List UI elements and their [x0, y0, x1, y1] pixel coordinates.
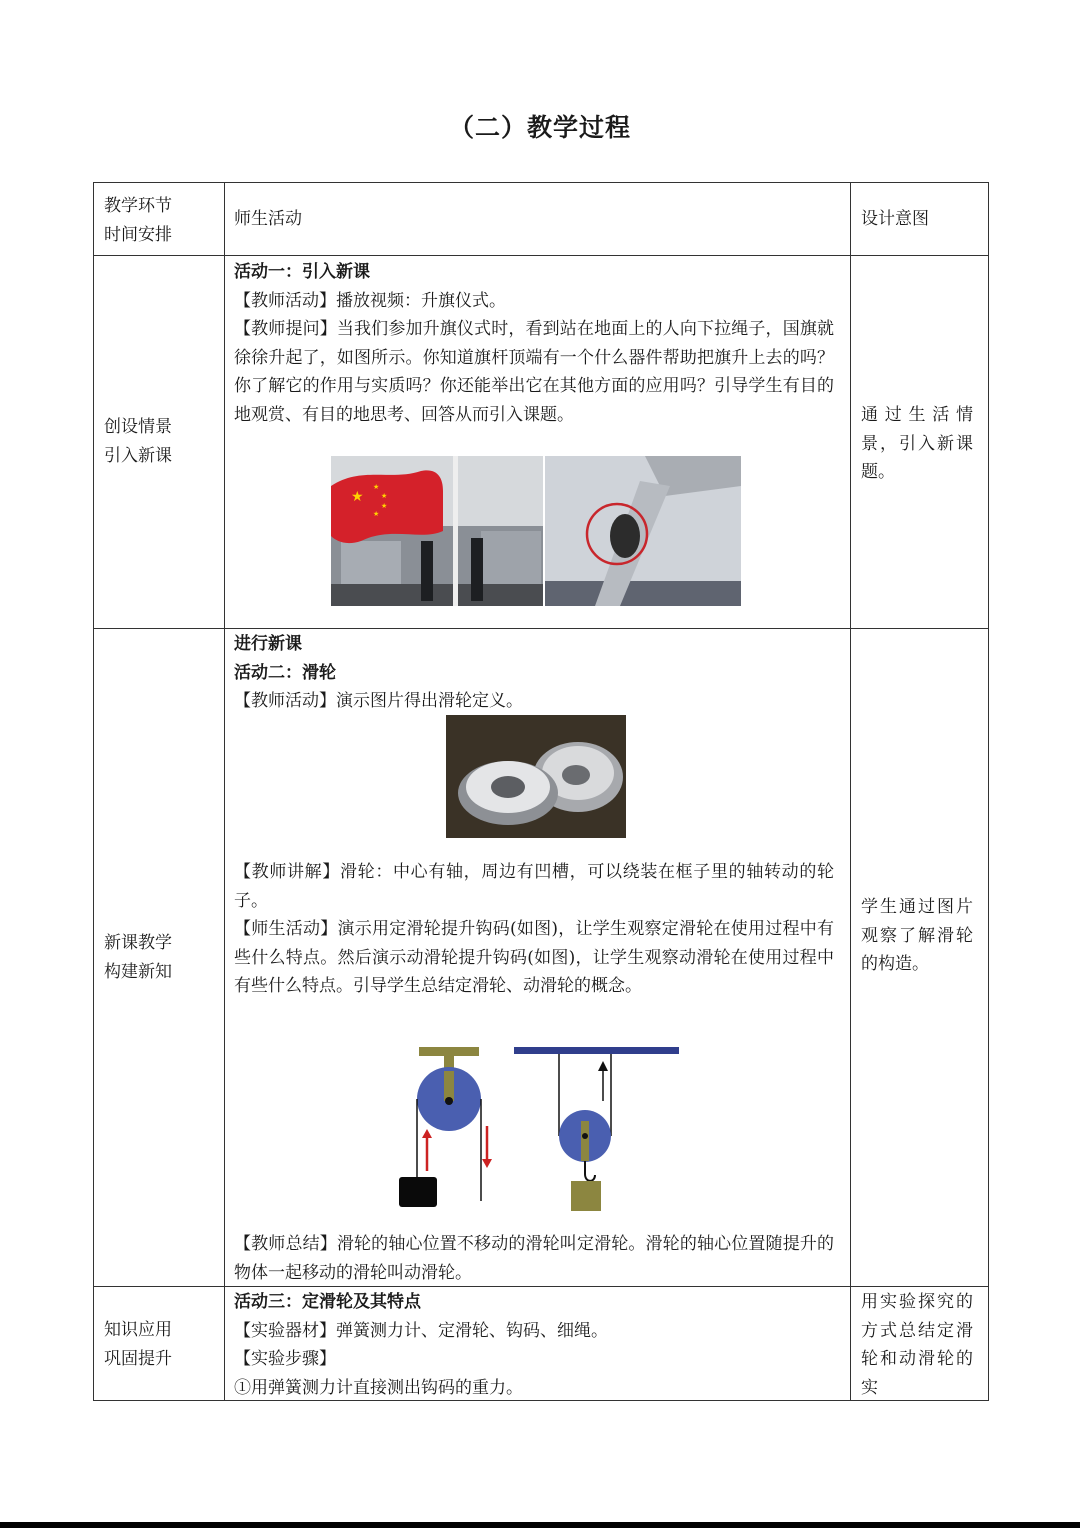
row3-activity: 活动三：定滑轮及其特点 【实验器材】弹簧测力计、定滑轮、钩码、细绳。 【实验步骤】 ①用弹簧测力计直接测出钩码的重力。 [234, 1288, 834, 1402]
svg-text:★: ★ [373, 510, 380, 518]
page-bottom-bar [0, 1522, 1080, 1528]
row2-activity-mid: 【教师讲解】滑轮：中心有轴，周边有凹槽，可以绕装在框子里的轴转动的轮子。 【师生活动】演示用定滑轮提升钩码(如图)，让学生观察定滑轮在使用过程中有些什么特点。然后演示动滑轮提升钩码(如图)，让学生观察动滑轮在使用过程中有些什么特点。引导学生总结定滑轮、动滑轮的概念。 [234, 862, 834, 996]
row1-activity: 活动一：引入新课 【教师活动】播放视频：升旗仪式。 【教师提问】当我们参加升旗仪式时，看到站在地面上的人向下拉绳子，国旗就徐徐升起了，如图所示。你知道旗杆顶端有一个什么器件帮助把旗升上去的吗？你了解它的作用与实质吗？你还能举出它在其他方面的应用吗？引导学生有目的地观赏、有目的地思考、回答从而引入课题。 [234, 258, 834, 429]
activity-title: 活动一：引入新课 [234, 262, 370, 282]
pulley-diagram [389, 1041, 689, 1216]
activity-title: 活动三：定滑轮及其特点 [234, 1292, 421, 1312]
row3-intent: 用实验探究的方式总结定滑轮和动滑轮的实 [861, 1292, 973, 1398]
activity-title: 活动二：滑轮 [234, 662, 336, 683]
row2-activity-top: 进行新课 活动二：滑轮 【教师活动】演示图片得出滑轮定义。 [234, 630, 834, 716]
row1-stage: 创设情景 引入新课 [104, 417, 172, 466]
row2-activity-bottom: 【教师总结】滑轮的轴心位置不移动的滑轮叫定滑轮。滑轮的轴心位置随提升的物体一起移动的滑轮叫动滑轮。 [234, 1234, 834, 1283]
teaching-process-table [93, 182, 989, 1401]
header-intent: 设计意图 [861, 209, 929, 229]
row2-intent: 学生通过图片观察了解滑轮的构造。 [861, 897, 973, 974]
weight-icon [399, 1177, 437, 1207]
svg-text:★: ★ [351, 489, 364, 505]
header-stage: 教学环节 时间安排 [104, 196, 172, 245]
column-divider [850, 183, 851, 1400]
column-divider [224, 183, 225, 1400]
svg-text:★: ★ [381, 502, 388, 510]
pulley-wheels-photo [446, 715, 626, 838]
section-title: 进行新课 [234, 634, 302, 654]
svg-text:★: ★ [381, 492, 388, 500]
flagpole-pulley-photo [545, 456, 741, 606]
row-divider [94, 628, 988, 629]
hook-weight-icon [571, 1181, 601, 1211]
header-activity: 师生活动 [234, 209, 302, 229]
row3-stage: 知识应用 巩固提升 [104, 1320, 172, 1369]
row2-stage: 新课教学 构建新知 [104, 933, 172, 982]
row1-intent: 通过生活情景，引入新课题。 [861, 405, 973, 482]
flag-raising-photo [331, 456, 543, 606]
svg-text:★: ★ [373, 483, 380, 491]
row-divider [94, 255, 988, 256]
page-title: （二）教学过程 [448, 113, 631, 142]
